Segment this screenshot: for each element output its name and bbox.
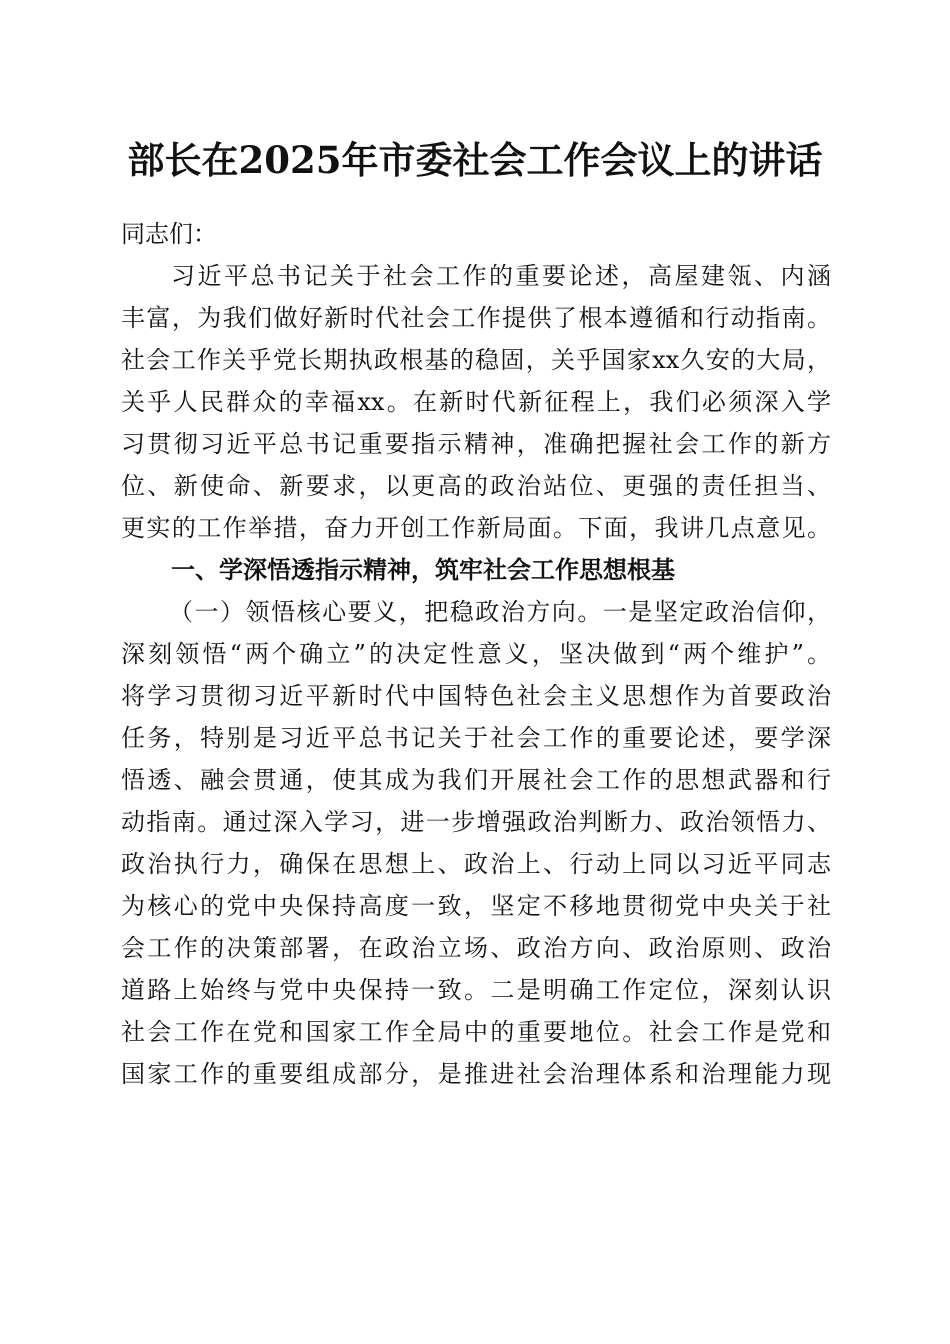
paragraph-line: 习贯彻习近平总书记重要指示精神，准确把握社会工作的新方 — [121, 430, 831, 458]
paragraph-line: 社会工作关乎党长期执政根基的稳固，关乎国家xx久安的大局， — [121, 346, 831, 374]
paragraph-line: 悟透、融会贯通，使其成为我们开展社会工作的思想武器和行 — [121, 766, 831, 794]
paragraph-line: 任务，特别是习近平总书记关于社会工作的重要论述，要学深 — [121, 724, 831, 752]
paragraph-line: 道路上始终与党中央保持一致。二是明确工作定位，深刻认识 — [121, 976, 831, 1004]
section-heading: 一、学深悟透指示精神，筑牢社会工作思想根基 — [171, 556, 675, 584]
paragraph-line: 位、新使命、新要求，以更高的政治站位、更强的责任担当、 — [121, 472, 831, 500]
paragraph-line: （一）领悟核心要义，把稳政治方向。一是坚定政治信仰， — [169, 598, 831, 626]
paragraph-line: 国家工作的重要组成部分，是推进社会治理体系和治理能力现 — [121, 1060, 831, 1088]
paragraph-line: 动指南。通过深入学习，进一步增强政治判断力、政治领悟力、 — [121, 808, 831, 836]
paragraph-line: 政治执行力，确保在思想上、政治上、行动上同以习近平同志 — [121, 850, 831, 878]
paragraph-line: 深刻领悟“两个确立”的决定性意义，坚决做到“两个维护”。 — [121, 640, 831, 668]
paragraph-line: 习近平总书记关于社会工作的重要论述，高屋建瓴、内涵 — [171, 262, 831, 290]
paragraph-line: 更实的工作举措，奋力开创工作新局面。下面，我讲几点意见。 — [121, 514, 831, 542]
paragraph-line: 会工作的决策部署，在政治立场、政治方向、政治原则、政治 — [121, 934, 831, 962]
document-body — [121, 213, 831, 1095]
paragraph-line: 社会工作在党和国家工作全局中的重要地位。社会工作是党和 — [121, 1018, 831, 1046]
salutation: 同志们： — [121, 220, 217, 248]
paragraph-line: 丰富，为我们做好新时代社会工作提供了根本遵循和行动指南。 — [121, 304, 831, 332]
paragraph-line: 关乎人民群众的幸福xx。在新时代新征程上，我们必须深入学 — [121, 388, 831, 416]
document-title: 部长在2025年市委社会工作会议上的讲话 — [127, 138, 823, 182]
paragraph-line: 为核心的党中央保持高度一致，坚定不移地贯彻党中央关于社 — [121, 892, 831, 920]
paragraph-line: 将学习贯彻习近平新时代中国特色社会主义思想作为首要政治 — [121, 682, 831, 710]
